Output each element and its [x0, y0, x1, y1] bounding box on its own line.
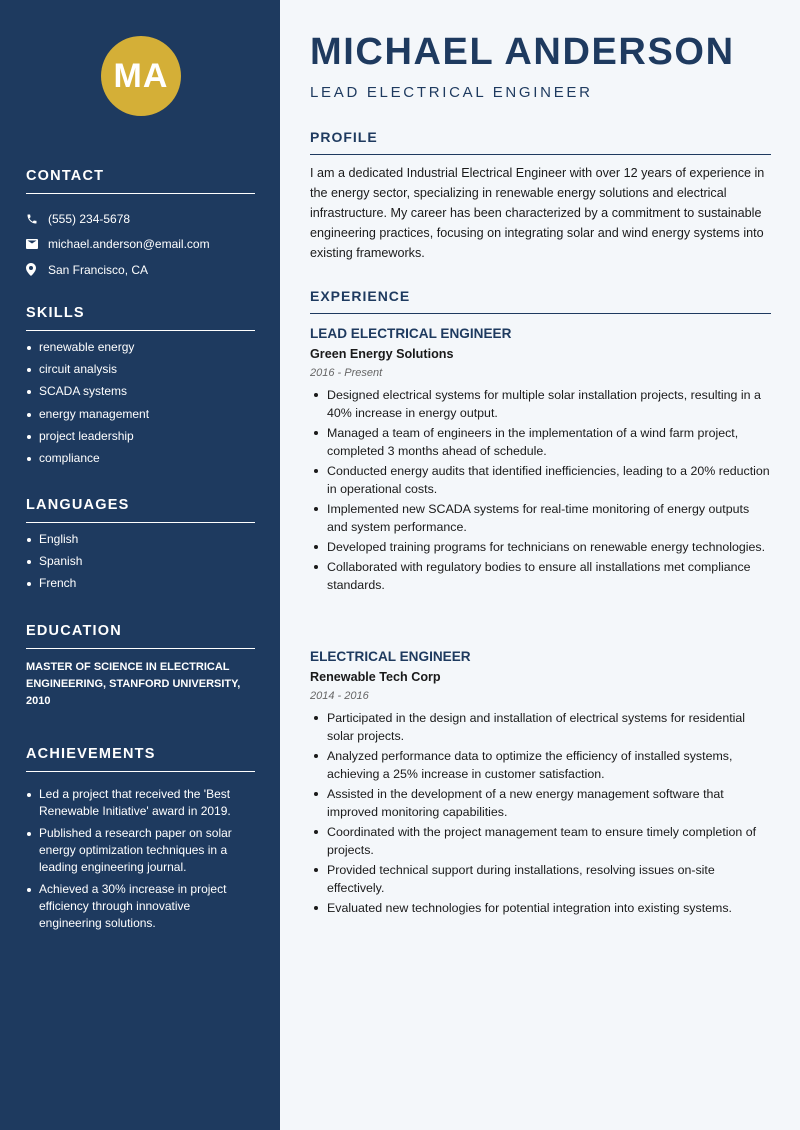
bullet-item: Assisted in the development of a new energy management software that improved monitoring capabilities.	[310, 785, 771, 821]
languages-section	[26, 497, 255, 598]
bullet-item: Evaluated new technologies for potential integration into existing systems.	[310, 899, 771, 917]
education-section	[26, 623, 255, 710]
contact-heading: CONTACT	[26, 168, 255, 194]
achievement-item: Published a research paper on solar energy optimization techniques in a leading engineering journal.	[26, 825, 255, 876]
skills-list	[26, 339, 255, 467]
language-item: French	[26, 575, 255, 592]
skill-item: energy management	[26, 406, 255, 423]
languages-list	[26, 531, 255, 592]
sidebar	[0, 0, 280, 1130]
bullet-item: Conducted energy audits that identified inefficiencies, leading to a 20% reduction in operational costs.	[310, 462, 771, 498]
languages-heading: LANGUAGES	[26, 497, 255, 523]
bullet-item: Designed electrical systems for multiple solar installation projects, resulting in a 40% increase in energy output.	[310, 386, 771, 422]
job-entry	[310, 326, 771, 596]
full-name: MICHAEL ANDERSON	[310, 31, 735, 73]
bullet-item: Collaborated with regulatory bodies to ensure all installations met compliance standards.	[310, 558, 771, 594]
job-company: Renewable Tech Corp	[310, 670, 441, 684]
job-company: Green Energy Solutions	[310, 347, 454, 361]
skill-item: renewable energy	[26, 339, 255, 356]
education-heading: EDUCATION	[26, 623, 255, 649]
achievements-section	[26, 746, 255, 938]
bullet-item: Participated in the design and installation of electrical systems for residential solar projects.	[310, 709, 771, 745]
experience-heading: EXPERIENCE	[310, 288, 771, 314]
skill-item: circuit analysis	[26, 361, 255, 378]
avatar-initials: MA	[101, 36, 181, 116]
job-bullets	[310, 386, 771, 594]
job-title: LEAD ELECTRICAL ENGINEER	[310, 84, 593, 101]
skill-item: compliance	[26, 450, 255, 467]
contact-location	[26, 257, 255, 283]
bullet-item: Implemented new SCADA systems for real-time monitoring of energy outputs and system performance.	[310, 500, 771, 536]
bullet-item: Managed a team of engineers in the implementation of a wind farm project, completed 3 months ahead of schedule.	[310, 424, 771, 460]
achievements-heading: ACHIEVEMENTS	[26, 746, 255, 772]
contact-phone[interactable]	[26, 206, 255, 232]
education-degree: MASTER OF SCIENCE IN ELECTRICAL ENGINEERING, STANFORD UNIVERSITY, 2010	[26, 661, 241, 707]
skills-heading: SKILLS	[26, 305, 255, 331]
bullet-item: Developed training programs for technicians on renewable energy technologies.	[310, 538, 771, 556]
profile-heading: PROFILE	[310, 129, 771, 155]
bullet-item: Provided technical support during installations, resolving issues on-site effectively.	[310, 861, 771, 897]
skills-section	[26, 305, 255, 472]
phone-icon	[26, 213, 48, 225]
phone-text: (555) 234-5678	[48, 211, 131, 226]
skill-item: SCADA systems	[26, 383, 255, 400]
email-icon	[26, 239, 48, 249]
job-dates: 2014 - 2016	[310, 690, 369, 702]
contact-list	[26, 206, 255, 283]
language-item: Spanish	[26, 553, 255, 570]
achievements-list	[26, 786, 255, 932]
bullet-item: Coordinated with the project management team to ensure timely completion of projects.	[310, 823, 771, 859]
location-text: San Francisco, CA	[48, 262, 149, 277]
job-dates: 2016 - Present	[310, 367, 383, 379]
job-role: LEAD ELECTRICAL ENGINEER	[310, 326, 512, 341]
skill-item: project leadership	[26, 428, 255, 445]
achievement-item: Achieved a 30% increase in project efficiency through innovative engineering solutions.	[26, 881, 255, 932]
location-pin-icon	[26, 263, 48, 276]
job-role: ELECTRICAL ENGINEER	[310, 649, 471, 664]
contact-email[interactable]	[26, 232, 255, 258]
achievement-item: Led a project that received the 'Best Renewable Initiative' award in 2019.	[26, 786, 255, 820]
profile-text: I am a dedicated Industrial Electrical Engineer with over 12 years of experience in the energy sector, specializing in renewable energy solutions and electrical infrastructure. My career has been characterized by a commitment to sustainable engineering practices, focusing on integrating solar and wind energy systems into existing frameworks.	[310, 166, 765, 260]
language-item: English	[26, 531, 255, 548]
contact-section	[26, 168, 255, 283]
job-bullets	[310, 709, 771, 917]
job-entry	[310, 649, 771, 919]
email-text: michael.anderson@email.com	[48, 237, 210, 252]
bullet-item: Analyzed performance data to optimize the efficiency of installed systems, achieving a 25% increase in customer satisfaction.	[310, 747, 771, 783]
